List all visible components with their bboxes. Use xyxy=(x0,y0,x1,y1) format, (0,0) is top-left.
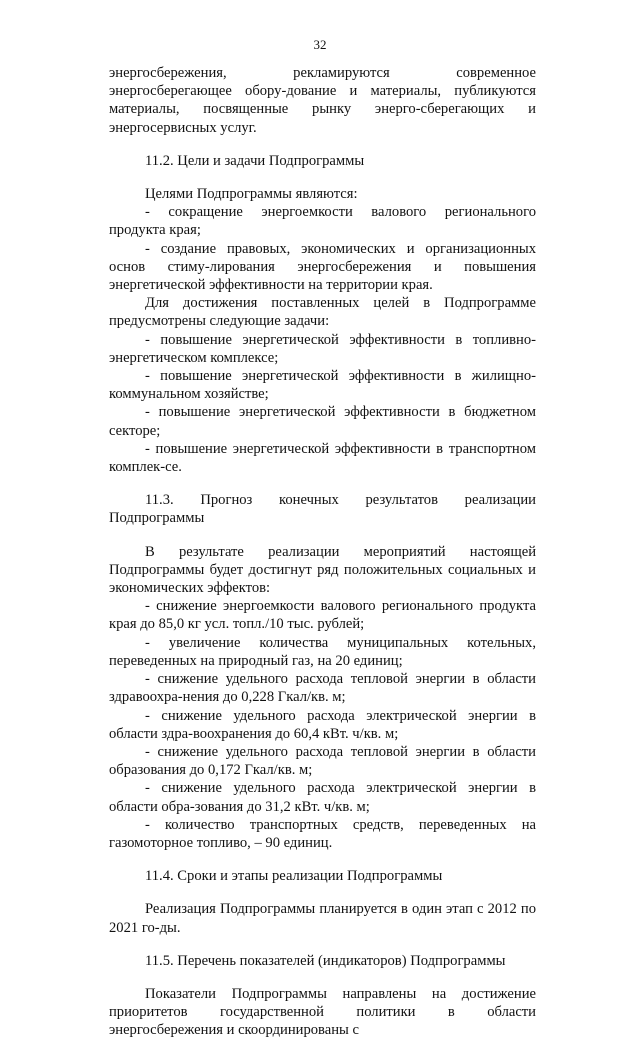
list-item: - создание правовых, экономических и организационных основ стиму-лирования энергосбережения и повышения энергетической эффективности на территории края. xyxy=(109,240,536,294)
list-item: - повышение энергетической эффективности в топливно-энергетическом комплексе; xyxy=(109,331,536,366)
section-heading: 11.5. Перечень показателей (индикаторов) Подпрограммы xyxy=(145,952,506,969)
page-number: 32 xyxy=(313,37,327,52)
list-item: - количество транспортных средств, переведенных на газомоторное топливо, – 90 единиц. xyxy=(109,816,536,851)
list-item: - сокращение энергоемкости валового регионального продукта края; xyxy=(109,204,536,239)
section-heading: 11.3. Прогноз конечных результатов реализации Подпрограммы xyxy=(109,492,536,527)
paragraph: Показатели Подпрограммы направлены на достижение приоритетов государственной политики в области энергосбережения и скоординированы с xyxy=(109,985,536,1039)
section-heading: 11.2. Цели и задачи Подпрограммы xyxy=(145,152,365,169)
list-item: - повышение энергетической эффективности в транспортном комплек-се. xyxy=(109,440,536,476)
list-item: - снижение удельного расхода электрической энергии в области здра-воохранения до 60,4 кВт. ч/кв. м; xyxy=(109,707,536,742)
list-item: - повышение энергетической эффективности в бюджетном секторе; xyxy=(109,404,536,439)
paragraph: энергосбережения, рекламируются современное энергосберегающее обору-дование и материалы, публикуются материалы, посвященные рынку энерго-сберегающих и энергосервисных услуг. xyxy=(109,65,536,136)
paragraph: Реализация Подпрограммы планируется в один этап с 2012 по 2021 го-ды. xyxy=(109,901,536,936)
section-heading: 11.4. Сроки и этапы реализации Подпрограммы xyxy=(145,868,443,885)
paragraph: Целями Подпрограммы являются: xyxy=(145,186,358,203)
list-item: - снижение удельного расхода тепловой энергии в области здравоохра-нения до 0,228 Гкал/кв. м; xyxy=(109,671,536,706)
list-item: - увеличение количества муниципальных котельных, переведенных на природный газ, на 20 единиц; xyxy=(109,634,536,669)
list-item: - снижение удельного расхода электрической энергии в области обра-зования до 31,2 кВт. ч/кв. м; xyxy=(109,780,536,815)
paragraph: Для достижения поставленных целей в Подпрограмме предусмотрены следующие задачи: xyxy=(109,295,536,330)
list-item: - повышение энергетической эффективности в жилищно-коммунальном хозяйстве; xyxy=(109,368,536,403)
document-body xyxy=(109,64,536,1040)
paragraph: В результате реализации мероприятий настоящей Подпрограммы будет достигнут ряд положительных социальных и экономических эффектов: xyxy=(109,543,536,597)
list-item: - снижение удельного расхода тепловой энергии в области образования до 0,172 Гкал/кв. м; xyxy=(109,743,536,779)
list-item: - снижение энергоемкости валового регионального продукта края до 85,0 кг усл. топл./10 тыс. рублей; xyxy=(109,598,536,633)
